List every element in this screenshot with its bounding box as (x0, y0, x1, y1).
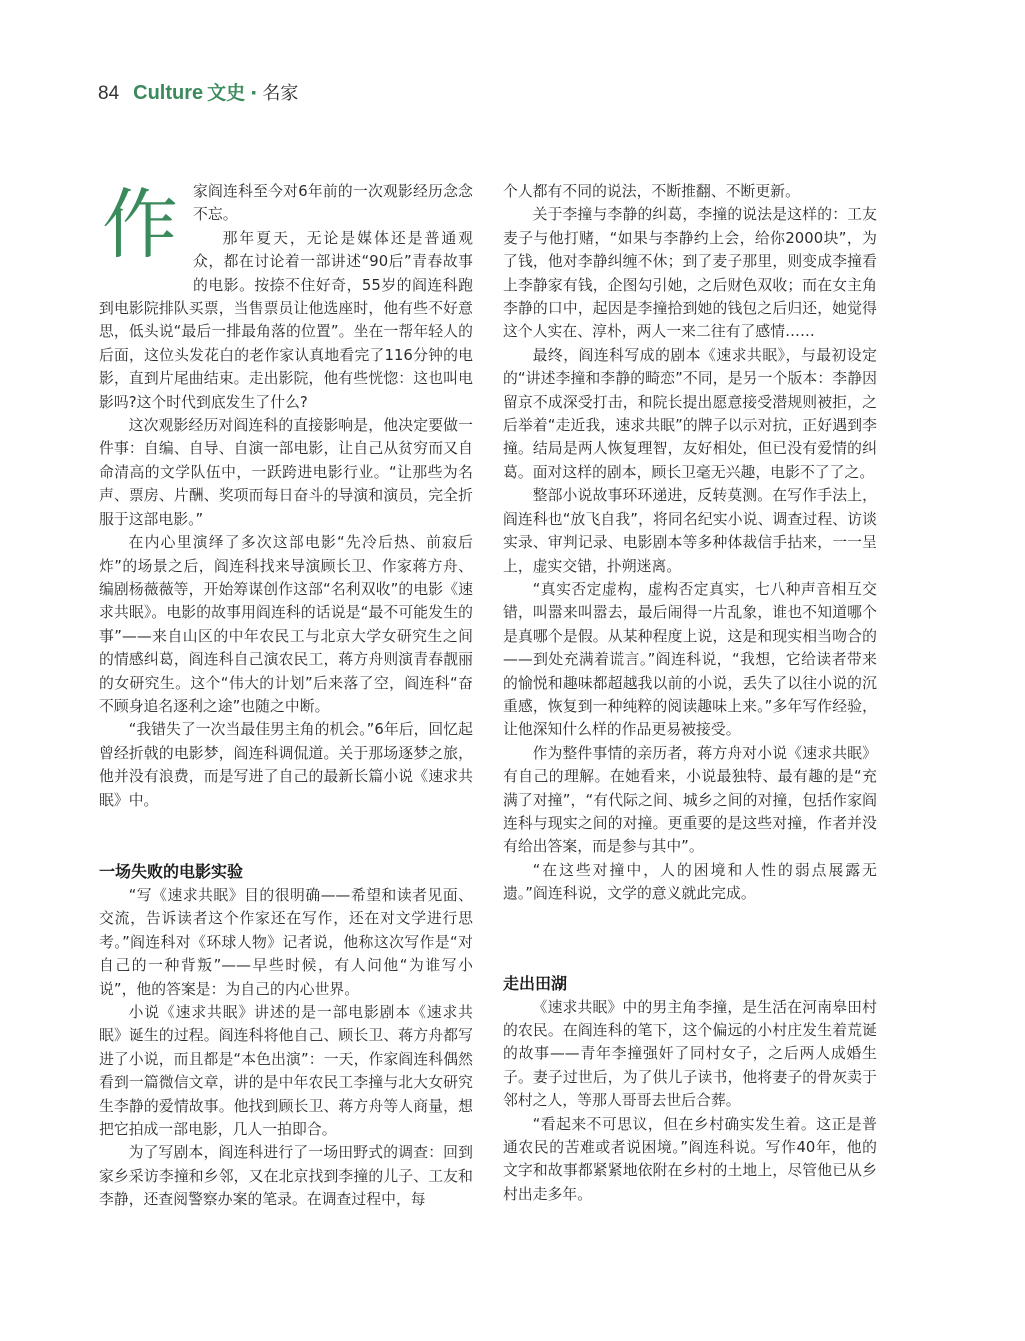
paragraph: 那年夏天，无论是媒体还是普通观众，都在讨论着一部讲述“90后”青春故事的电影。按捺不住好奇，55岁的阎连科跑到电影院排队买票，当售票员让他选座时，他有些不好意思，低头说“最后一排最角落的位置”。坐在一帮年轻人的后面，这位头发花白的老作家认真地看完了116分钟的电影，直到片尾曲结束。走出影院，他有些恍惚：这也叫电影吗?这个时代到底发生了什么? (99, 229, 473, 411)
paragraph: 在内心里演绎了多次这部电影“先冷后热、前寂后炸”的场景之后，阎连科找来导演顾长卫、作家蒋方舟、编剧杨薇薇等，开始筹谋创作这部“名利双收”的电影《速求共眠》。电影的故事用阎连科的话说是“最不可能发生的事”——来自山区的中年农民工与北京大学女研究生之间的情感纠葛，阎连科自己演农民工，蒋方舟则演青春靓丽的女研究生。这个“伟大的计划”后来落了空，阎连科“奋不顾身追名逐利之途”也随之中断。 (99, 534, 473, 715)
paragraph: 《速求共眠》中的男主角李撞，是生活在河南皋田村的农民。在阎连科的笔下，这个偏远的小村庄发生着荒诞的故事——青年李撞强奸了同村女子，之后两人成婚生子。妻子过世后，为了供儿子读书，他将妻子的骨灰卖于邻村之人，等那人哥哥去世后合葬。 (503, 998, 877, 1110)
opening-text: 家阎连科至今对6年前的一次观影经历念念不忘。 (193, 183, 473, 224)
drop-cap: 作 (101, 180, 179, 269)
paragraph: “看起来不可思议，但在乡村确实发生着。这正是普通农民的苦难或者说困境。”阎连科说。写作40年，他的文字和故事都紧紧地依附在乡村的土地上，尽管他已从乡村出走多年。 (503, 1115, 877, 1203)
page-number: 84 (98, 83, 120, 104)
left-column (99, 180, 473, 1212)
paragraph: 整部小说故事环环递进，反转莫测。在写作手法上，阎连科也“放飞自我”，将同名纪实小说、调查过程、访谈实录、审判记录、电影剧本等多种体裁信手拈来，一一呈上，虚实交错，扑朔迷离。 (503, 487, 877, 575)
paragraph: 最终，阎连科写成的剧本《速求共眠》，与最初设定的“讲述李撞和李静的畸恋”不同，是另一个版本：李静因留京不成深受打击，和院长提出愿意接受潜规则被拒，之后举着“走近我，速求共眠”的牌子以示对抗，正好遇到李撞。结局是两人恢复理智，友好相处，但已没有爱情的纠葛。面对这样的剧本，顾长卫毫无兴趣，电影不了了之。 (503, 346, 877, 481)
right-column (503, 180, 877, 1206)
section-heading: 一场失败的电影实验 (99, 861, 244, 881)
paragraph: “写《速求共眠》目的很明确——希望和读者见面、交流，告诉读者这个作家还在写作，还在对文学进行思考。”阎连科对《环球人物》记者说，他称这次写作是“对自己的一种背叛”——早些时候，有人问他“为谁写小说”，他的答案是：为自己的内心世界。 (99, 886, 473, 998)
section-heading: 走出田湖 (503, 973, 568, 993)
paragraph: 这次观影经历对阎连科的直接影响是，他决定要做一件事：自编、自导、自演一部电影，让自己从贫穷而又自命清高的文学队伍中，一跃跨进电影行业。“让那些为名声、票房、片酬、奖项而每日奋斗的导演和演员，完全折服于这部电影。” (99, 417, 473, 528)
paragraph: 小说《速求共眠》讲述的是一部电影剧本《速求共眠》诞生的过程。阎连科将他自己、顾长卫、蒋方舟都写进了小说，而且都是“本色出演”：一天，作家阎连科偶然看到一篇微信文章，讲的是中年农民工李撞与北大女研究生李静的爱情故事。他找到顾长卫、蒋方舟等人商量，想把它拍成一部电影，几人一拍即合。 (99, 1004, 473, 1139)
subsection-label: 名家 (262, 83, 299, 104)
opening-paragraph (99, 180, 473, 269)
paragraph: 作为整件事情的亲历者，蒋方舟对小说《速求共眠》有自己的理解。在她看来，小说最独特、最有趣的是“充满了对撞”，“有代际之间、城乡之间的对撞，包括作家阎连科与现实之间的对撞。更重要的是这些对撞，作者并没有给出答案，而是参与其中”。 (503, 744, 877, 856)
paragraph: 为了写剧本，阎连科进行了一场田野式的调查：回到家乡采访李撞和乡邻，又在北京找到李撞的儿子、工友和李静，还查阅警察办案的笔录。在调查过程中，每 (99, 1144, 473, 1209)
paragraph: 关于李撞与李静的纠葛，李撞的说法是这样的：工友麦子与他打赌，“如果与李静约上会，给你2000块”，为了钱，他对李静纠缠不休；到了麦子那里，则变成李撞看上李静家有钱，企图勾引她，之后财色双收；而在女主角李静的口中，起因是李撞拾到她的钱包之后归还，她觉得这个人实在、淳朴，两人一来二往有了感情…… (503, 206, 877, 341)
section-label-cn: 文史 (207, 82, 246, 104)
paragraph-continued: 个人都有不同的说法，不断推翻、不断更新。 (503, 183, 800, 200)
section-separator: · (250, 82, 258, 104)
page-header (98, 78, 298, 108)
section-label-en: Culture (133, 82, 204, 104)
paragraph: “我错失了一次当最佳男主角的机会。”6年后，回忆起曾经折戟的电影梦，阎连科调侃道。关于那场逐梦之旅，他并没有浪费，而是写进了自己的最新长篇小说《速求共眠》中。 (99, 721, 473, 809)
paragraph: “在这些对撞中，人的困境和人性的弱点展露无遗。”阎连科说，文学的意义就此完成。 (503, 861, 877, 903)
paragraph: “真实否定虚构，虚构否定真实，七八种声音相互交错，叫嚣来叫嚣去，最后闹得一片乱象，谁也不知道哪个是真哪个是假。从某种程度上说，这是和现实相当吻合的——到处充满着谎言。”阎连科说，“我想，它给读者带来的愉悦和趣味都超越我以前的小说，丢失了以往小说的沉重感，恢复到一种纯粹的阅读趣味上来。”多年写作经验，让他深知什么样的作品更易被接受。 (503, 580, 877, 739)
